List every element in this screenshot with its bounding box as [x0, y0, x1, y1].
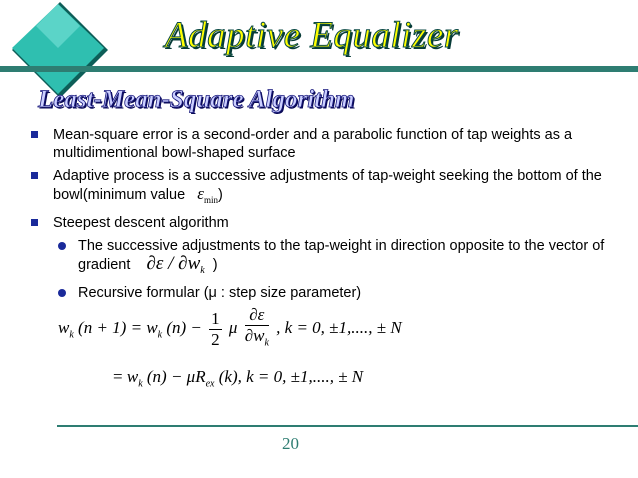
- square-bullet-icon: [31, 172, 38, 179]
- sub-bullet-item: [28, 237, 618, 280]
- bullet-item: [28, 126, 618, 162]
- sub-bullet-suffix: ): [212, 256, 218, 273]
- slide-subtitle: Least-Mean-Square Algorithm: [38, 86, 355, 113]
- epsilon-subscript: min: [203, 194, 218, 205]
- square-bullet-icon: [31, 219, 38, 226]
- sub-bullet-item: [28, 284, 618, 302]
- footer-rule: [57, 425, 638, 427]
- fraction-partial-derivative: $\frac{\partial\varepsilon}{\partial w_k}$: [244, 305, 269, 349]
- page-number: 20: [282, 434, 299, 453]
- bullet-item: [28, 167, 618, 209]
- slide-title: Adaptive Equalizer: [165, 15, 459, 56]
- epsilon-symbol: ε: [197, 184, 204, 203]
- bullet-item: [28, 214, 618, 232]
- bullet-suffix: ): [217, 187, 223, 203]
- sub-bullet-text: The successive adjustments to the tap-weight in direction opposite to the vector of gradient: [78, 237, 605, 273]
- equation-line-2: = $w_k$ $(n) - \mu R_{ex}$ (k), k = 0, ±1,...., ± N: [113, 367, 364, 390]
- square-bullet-icon: [31, 131, 38, 138]
- bullet-text: Steepest descent algorithm: [53, 214, 229, 231]
- fraction-one-half: $\frac{1}{2}$: [211, 308, 220, 349]
- gradient-subscript: k: [200, 264, 205, 276]
- equation-line-1: $w_k$ $(n + 1) = w_k$ (n) − $\frac{1}{2}$ μ $\frac{\partial\varepsilon}{\partial w_k}$ , k = 0, ±1,...., ± N: [58, 305, 402, 353]
- diamond-logo: [0, 0, 120, 100]
- bullet-list: [28, 126, 618, 306]
- sub-bullet-text: Recursive formular (μ : step size parameter): [78, 284, 362, 301]
- gradient-expression: ∂ε / ∂w: [146, 252, 201, 274]
- round-bullet-icon: [58, 289, 66, 297]
- round-bullet-icon: [58, 242, 66, 250]
- bullet-text: Mean-square error is a second-order and a parabolic function of tap weights as a multidimentional bowl-shaped surface: [53, 127, 573, 161]
- title-underline-bar: [0, 66, 638, 72]
- bullet-text: Adaptive process is a successive adjustments of tap-weight seeking the bottom of the bowl(minimum value: [53, 168, 602, 203]
